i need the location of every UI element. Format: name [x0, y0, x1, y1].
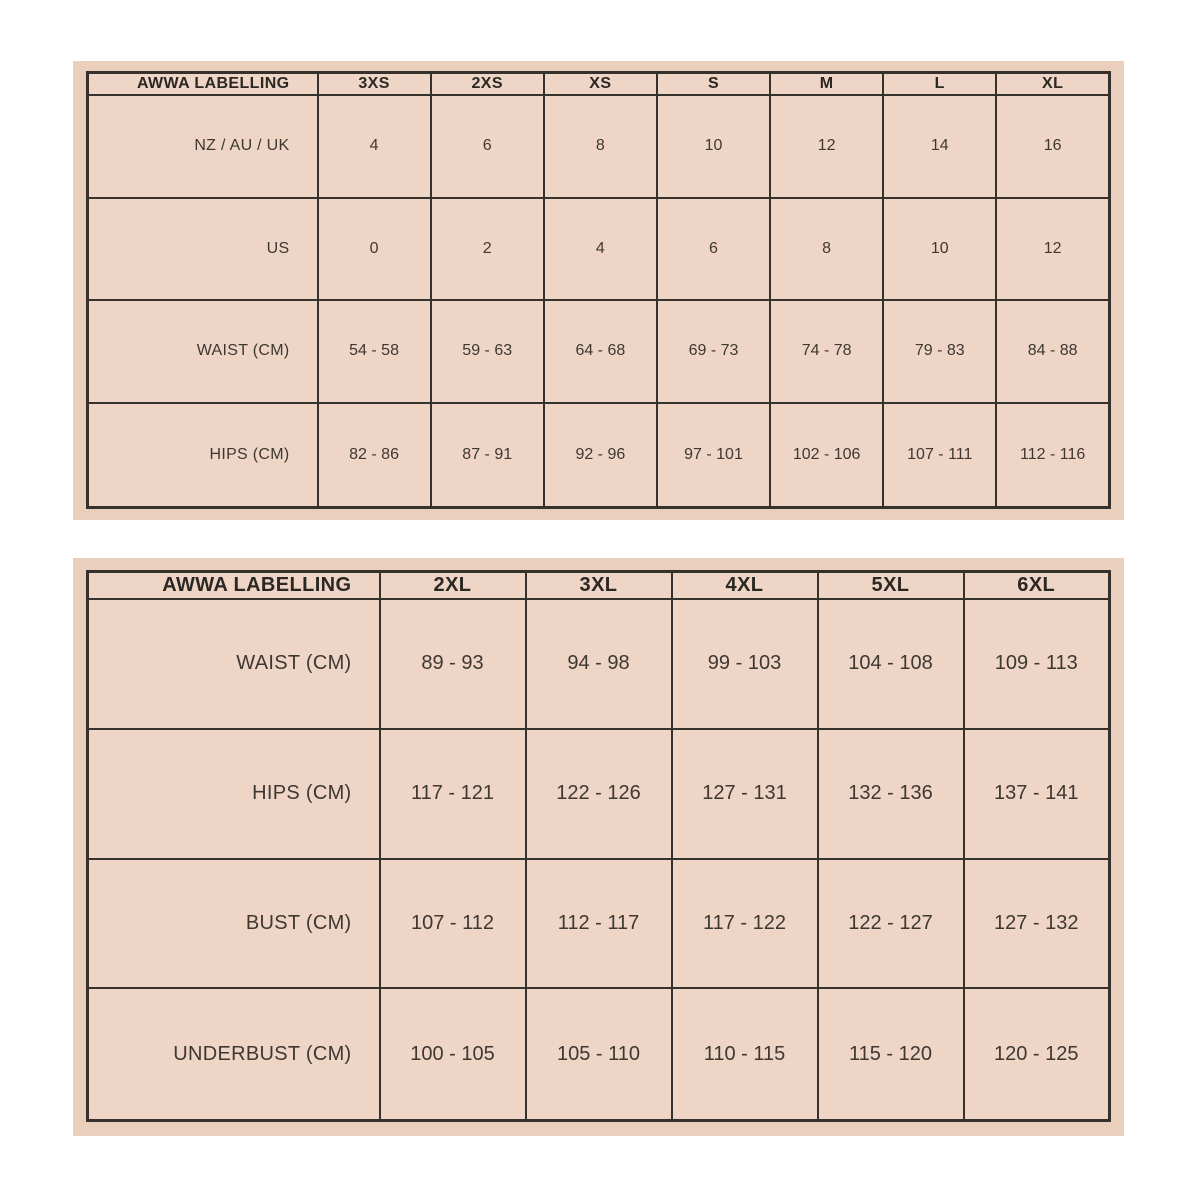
table-row-hips-cm	[88, 403, 1110, 508]
column-header-awwa-labelling: AWWA LABELLING	[88, 73, 318, 96]
size-chart-panel-extended	[73, 558, 1124, 1136]
table-row-hips-cm	[88, 729, 1110, 859]
cell-nz-au-uk-xl: 16	[996, 95, 1109, 198]
cell-us-xs: 4	[544, 198, 657, 301]
table-row-bust-cm	[88, 859, 1110, 989]
size-table-extended-header	[88, 572, 1110, 600]
cell-hips-cm-3xl: 122 - 126	[526, 729, 672, 859]
cell-nz-au-uk-xs: 8	[544, 95, 657, 198]
size-table-extended-body	[88, 599, 1110, 1121]
column-header-m: M	[770, 73, 883, 96]
table-row-us	[88, 198, 1110, 301]
row-label-hips-cm: HIPS (CM)	[88, 403, 318, 508]
cell-underbust-cm-6xl: 120 - 125	[964, 988, 1110, 1120]
header-row	[88, 572, 1110, 600]
column-header-xs: XS	[544, 73, 657, 96]
row-label-hips-cm: HIPS (CM)	[88, 729, 380, 859]
row-label-nz-au-uk: NZ / AU / UK	[88, 95, 318, 198]
cell-underbust-cm-2xl: 100 - 105	[380, 988, 526, 1120]
cell-hips-cm-3xs: 82 - 86	[318, 403, 431, 508]
cell-hips-cm-l: 107 - 111	[883, 403, 996, 508]
cell-waist-cm-6xl: 109 - 113	[964, 599, 1110, 729]
cell-waist-cm-2xs: 59 - 63	[431, 300, 544, 403]
row-label-underbust-cm: UNDERBUST (CM)	[88, 988, 380, 1120]
column-header-5xl: 5XL	[818, 572, 964, 600]
column-header-xl: XL	[996, 73, 1109, 96]
cell-nz-au-uk-3xs: 4	[318, 95, 431, 198]
column-header-4xl: 4XL	[672, 572, 818, 600]
cell-nz-au-uk-l: 14	[883, 95, 996, 198]
column-header-3xs: 3XS	[318, 73, 431, 96]
cell-hips-cm-xs: 92 - 96	[544, 403, 657, 508]
cell-hips-cm-4xl: 127 - 131	[672, 729, 818, 859]
cell-waist-cm-3xl: 94 - 98	[526, 599, 672, 729]
cell-waist-cm-4xl: 99 - 103	[672, 599, 818, 729]
cell-waist-cm-xs: 64 - 68	[544, 300, 657, 403]
cell-bust-cm-5xl: 122 - 127	[818, 859, 964, 989]
cell-us-3xs: 0	[318, 198, 431, 301]
row-label-waist-cm: WAIST (CM)	[88, 599, 380, 729]
cell-waist-cm-5xl: 104 - 108	[818, 599, 964, 729]
column-header-s: S	[657, 73, 770, 96]
cell-hips-cm-5xl: 132 - 136	[818, 729, 964, 859]
cell-underbust-cm-3xl: 105 - 110	[526, 988, 672, 1120]
size-table-standard-body	[88, 95, 1110, 508]
column-header-awwa-labelling: AWWA LABELLING	[88, 572, 380, 600]
cell-hips-cm-2xl: 117 - 121	[380, 729, 526, 859]
column-header-3xl: 3XL	[526, 572, 672, 600]
row-label-waist-cm: WAIST (CM)	[88, 300, 318, 403]
size-table-standard	[86, 71, 1111, 509]
cell-underbust-cm-5xl: 115 - 120	[818, 988, 964, 1120]
cell-nz-au-uk-2xs: 6	[431, 95, 544, 198]
cell-hips-cm-m: 102 - 106	[770, 403, 883, 508]
cell-nz-au-uk-s: 10	[657, 95, 770, 198]
table-row-waist-cm	[88, 599, 1110, 729]
cell-bust-cm-2xl: 107 - 112	[380, 859, 526, 989]
cell-us-l: 10	[883, 198, 996, 301]
size-table-standard-header	[88, 73, 1110, 96]
cell-waist-cm-2xl: 89 - 93	[380, 599, 526, 729]
cell-us-xl: 12	[996, 198, 1109, 301]
size-table-extended	[86, 570, 1111, 1122]
row-label-bust-cm: BUST (CM)	[88, 859, 380, 989]
cell-hips-cm-6xl: 137 - 141	[964, 729, 1110, 859]
cell-us-m: 8	[770, 198, 883, 301]
table-row-waist-cm	[88, 300, 1110, 403]
cell-hips-cm-2xs: 87 - 91	[431, 403, 544, 508]
cell-nz-au-uk-m: 12	[770, 95, 883, 198]
cell-waist-cm-xl: 84 - 88	[996, 300, 1109, 403]
cell-underbust-cm-4xl: 110 - 115	[672, 988, 818, 1120]
cell-hips-cm-s: 97 - 101	[657, 403, 770, 508]
cell-us-2xs: 2	[431, 198, 544, 301]
cell-hips-cm-xl: 112 - 116	[996, 403, 1109, 508]
row-label-us: US	[88, 198, 318, 301]
table-row-nz-au-uk	[88, 95, 1110, 198]
cell-waist-cm-l: 79 - 83	[883, 300, 996, 403]
cell-bust-cm-4xl: 117 - 122	[672, 859, 818, 989]
column-header-2xs: 2XS	[431, 73, 544, 96]
size-chart-panel-standard	[73, 61, 1124, 520]
column-header-2xl: 2XL	[380, 572, 526, 600]
cell-us-s: 6	[657, 198, 770, 301]
cell-waist-cm-m: 74 - 78	[770, 300, 883, 403]
cell-bust-cm-6xl: 127 - 132	[964, 859, 1110, 989]
cell-waist-cm-s: 69 - 73	[657, 300, 770, 403]
column-header-6xl: 6XL	[964, 572, 1110, 600]
header-row	[88, 73, 1110, 96]
column-header-l: L	[883, 73, 996, 96]
cell-waist-cm-3xs: 54 - 58	[318, 300, 431, 403]
cell-bust-cm-3xl: 112 - 117	[526, 859, 672, 989]
table-row-underbust-cm	[88, 988, 1110, 1120]
